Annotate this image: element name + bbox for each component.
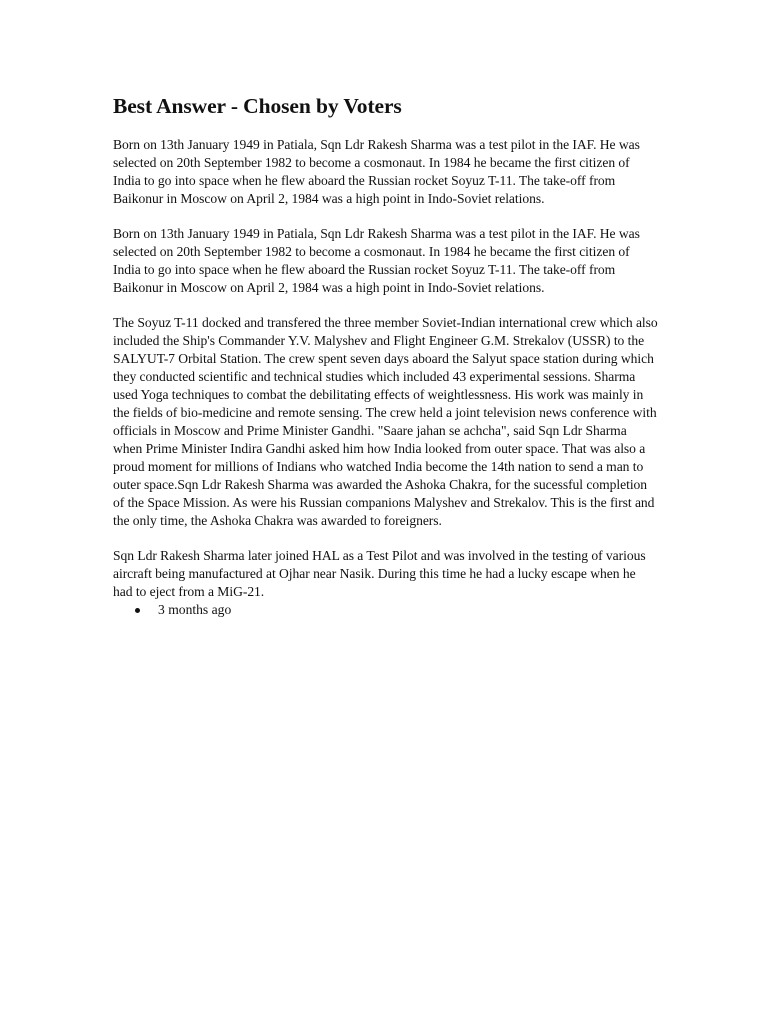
- answer-paragraph-4: Sqn Ldr Rakesh Sharma later joined HAL as a Test Pilot and was involved in the testing of various aircraft being manufactured at Ojhar near Nasik. During this time he had a lucky escape when he had to eject from a MiG-21.: [113, 548, 646, 599]
- answer-paragraph-2: Born on 13th January 1949 in Patiala, Sqn Ldr Rakesh Sharma was a test pilot in the IAF. He was selected on 20th September 1982 to become a cosmonaut. In 1984 he became the first citizen of India to go into space when he flew aboard the Russian rocket Soyuz T-11. The take-off from Baikonur in Moscow on April 2, 1984 was a high point in Indo-Soviet relations.: [113, 226, 640, 295]
- bullet-icon: [135, 608, 140, 613]
- answer-paragraph-1: Born on 13th January 1949 in Patiala, Sqn Ldr Rakesh Sharma was a test pilot in the IAF. He was selected on 20th September 1982 to become a cosmonaut. In 1984 he became the first citizen of India to go into space when he flew aboard the Russian rocket Soyuz T-11. The take-off from Baikonur in Moscow on April 2, 1984 was a high point in Indo-Soviet relations.: [113, 137, 640, 206]
- answer-heading: Best Answer - Chosen by Voters: [113, 94, 402, 118]
- answer-timestamp: 3 months ago: [158, 602, 232, 617]
- answer-meta-list: [113, 601, 658, 619]
- document-page: [113, 92, 658, 619]
- answer-paragraph-3: The Soyuz T-11 docked and transfered the three member Soviet-Indian international crew which also included the Ship's Commander Y.V. Malyshev and Flight Engineer G.M. Strekalov (USSR) to the SALYUT-7 Orbital Station. The crew spent seven days aboard the Salyut space station during which they conducted scientific and technical studies which included 43 experimental sessions. Sharma used Yoga techniques to combat the debilitating effects of weightlessness. His work was mainly in the fields of bio-medicine and remote sensing. The crew held a joint television news conference with officials in Moscow and Prime Minister Gandhi. "Saare jahan se achcha", said Sqn Ldr Sharma when Prime Minister Indira Gandhi asked him how India looked from outer space. That was also a proud moment for millions of Indians who watched India become the 14th nation to send a man to outer space.Sqn Ldr Rakesh Sharma was awarded the Ashoka Chakra, for the sucessful completion of the Space Mission. As were his Russian companions Malyshev and Strekalov. This is the first and the only time, the Ashoka Chakra was awarded to foreigners.: [113, 315, 658, 528]
- answer-timestamp-item: [133, 601, 658, 619]
